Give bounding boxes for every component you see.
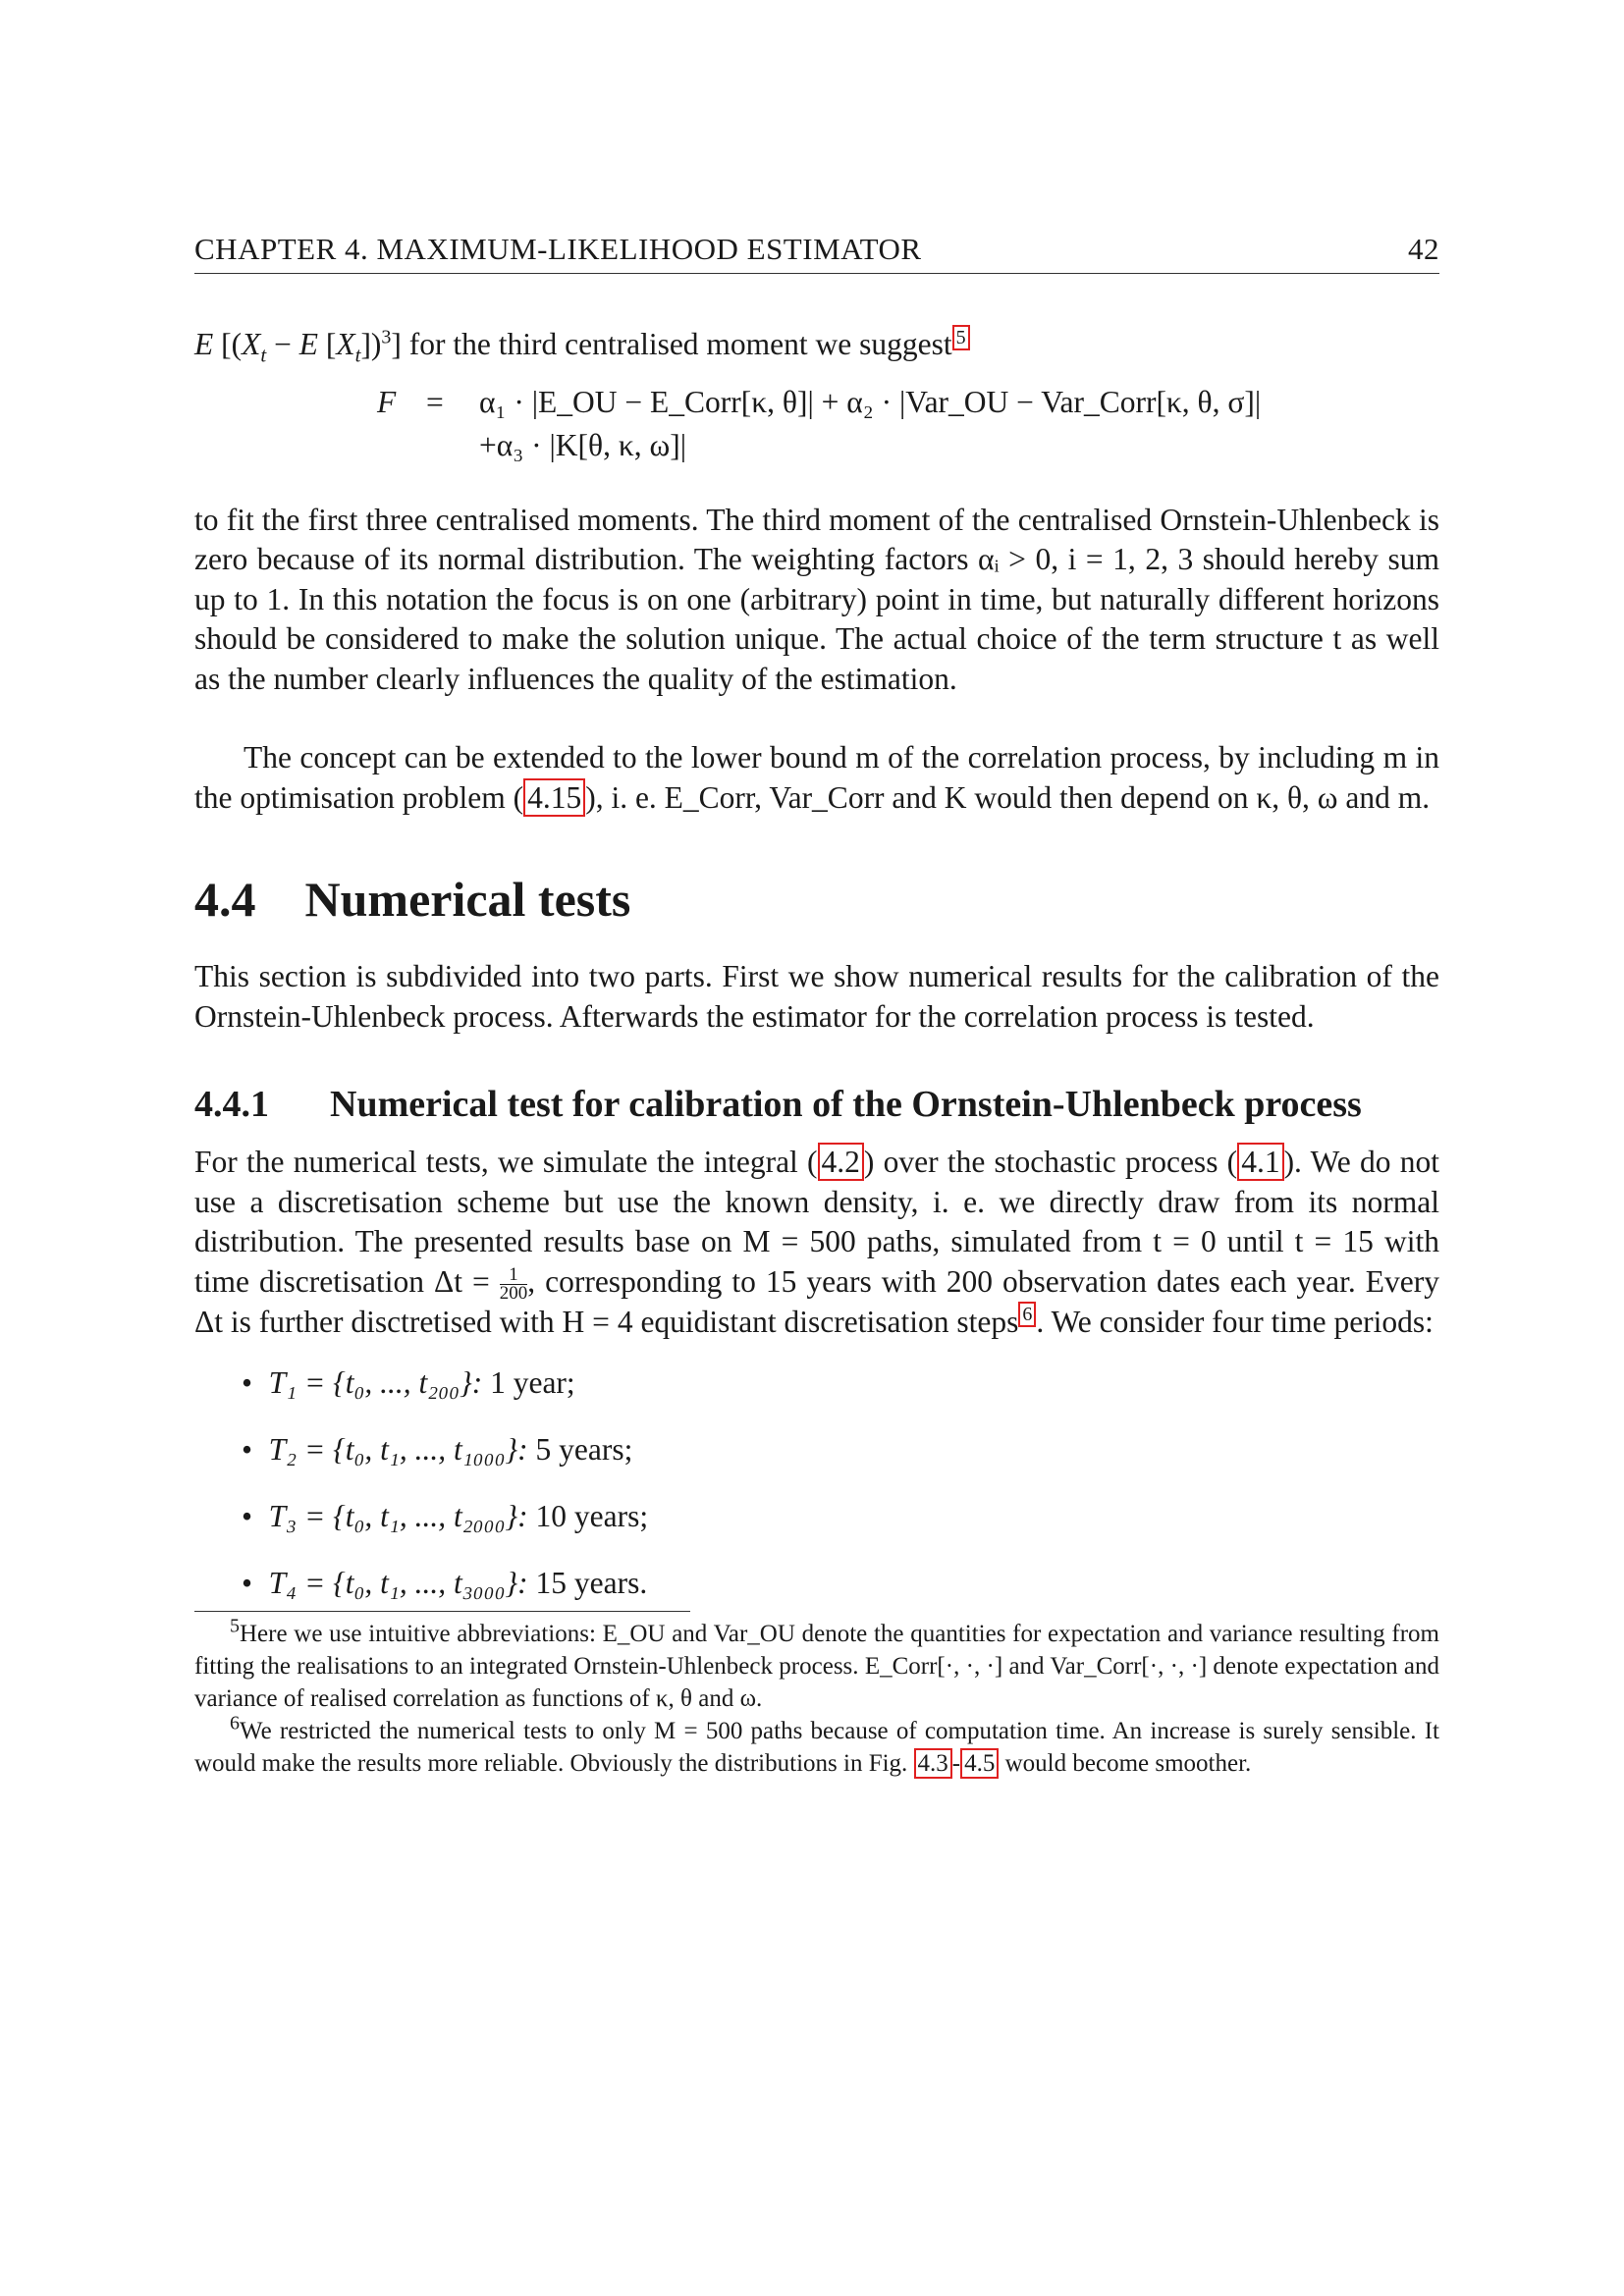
subsection-heading: 4.4.1 Numerical test for calibration of the Ornstein-Uhlenbeck process	[194, 1084, 1362, 1125]
list-item: • T₄ = {t₀, t₁, ..., t₃₀₀₀}: 15 years.	[242, 1566, 648, 1601]
paragraph-moments: to fit the first three centralised moments. The third moment of the centralised Ornstein-Uhlenbeck is zero because of its normal distribution. The weighting factors αᵢ > 0, i = 1, 2, 3 should hereby sum up to 1. In this notation the focus is on one (arbitrary) point in time, but naturally different horizons should be considered to make the solution unique. The actual choice of the term structure t as well as the number clearly influences the quality of the estimation.	[194, 502, 1439, 696]
ref-fig-4-3[interactable]: 4.3	[914, 1748, 952, 1779]
equation-equals: =	[426, 384, 444, 419]
equation-row-2: +α₃ · |K[θ, κ, ω]|	[479, 427, 687, 462]
intro-line: E [($X_t - E$ $[X_t])^3$] for the third centralised moment we suggest $^5$	[194, 325, 1439, 365]
section-heading: 4.4 Numerical tests	[194, 872, 631, 927]
fraction: $\frac{1}{200}$	[499, 1263, 528, 1304]
paragraph-extension: The concept can be extended to the lower bound m of the correlation process, by including m in the optimisation problem ( 4.15 ), i. e. E_Corr, Var_Corr and K would then depend on κ, θ, ω and m.	[194, 740, 1439, 815]
ref-eq-4-15[interactable]: 4.15	[523, 778, 585, 817]
ref-fig-4-5[interactable]: 4.5	[960, 1748, 999, 1779]
intro-text: for the third centralised moment we suggest	[401, 327, 952, 361]
chapter-title: CHAPTER 4. MAXIMUM-LIKELIHOOD ESTIMATOR	[194, 232, 922, 266]
list-item: • T₃ = {t₀, t₁, ..., t₂₀₀₀}: 10 years;	[242, 1499, 649, 1534]
list-item: • T₁ = {t₀, ..., t₂₀₀}: 1 year;	[242, 1365, 575, 1401]
page	[194, 232, 1439, 1780]
footnote-5: $^5$Here we use intuitive abbreviations: E_OU and Var_OU denote the quantities for expectation and variance resulting from fitting the realisations to an integrated Ornstein-Uhlenbeck process. E_Corr[·, ·, ·] and Var_Corr[·, ·, ·] denote expectation and variance of realised correlation as functions of κ, θ and ω.	[194, 1615, 1439, 1713]
equation-block	[194, 385, 1439, 473]
footnote-mark-6[interactable]: 6	[1018, 1302, 1036, 1327]
ref-eq-4-2[interactable]: 4.2	[818, 1143, 864, 1181]
time-period-list	[194, 1365, 1439, 1611]
page-number: 42	[1408, 232, 1439, 266]
footnote-6: $^6$We restricted the numerical tests to only M = 500 paths because of computation time. An increase is surely sensible. It would make the results more reliable. Obviously the distributions in Fig. 4.3 - 4.5 would become smoother.	[194, 1712, 1439, 1778]
list-item: • T₂ = {t₀, t₁, ..., t₁₀₀₀}: 5 years;	[242, 1432, 633, 1468]
paragraph-numerical-setup: For the numerical tests, we simulate the integral ( 4.2 ) over the stochastic process ( 4.1 ). We do not use a discretisation scheme but use the known density, i. e. we directly draw from its normal distribution. The presented results base on M = 500 paths, simulated from t = 0 until t = 15 with time discretisation Δt = $\frac{1}{200}$ , corresponding to 15 years with 200 observation dates each year. Every Δt is further disctretised with H = 4 equidistant discretisation steps $^6$ . We consider four time periods:	[194, 1145, 1439, 1339]
ref-eq-4-1[interactable]: 4.1	[1237, 1143, 1283, 1181]
paragraph-section-intro: This section is subdivided into two parts. First we show numerical results for the calibration of the Ornstein-Uhlenbeck process. Afterwards the estimator for the correlation process is tested.	[194, 959, 1439, 1034]
running-header	[194, 232, 1439, 274]
footnote-mark-5[interactable]: 5	[952, 325, 970, 350]
equation-row-1: α₁ · |E_OU − E_Corr[κ, θ]| + α₂ · |Var_OU − Var_Corr[κ, θ, σ]|	[479, 384, 1262, 419]
equation-lhs: F	[377, 384, 397, 419]
